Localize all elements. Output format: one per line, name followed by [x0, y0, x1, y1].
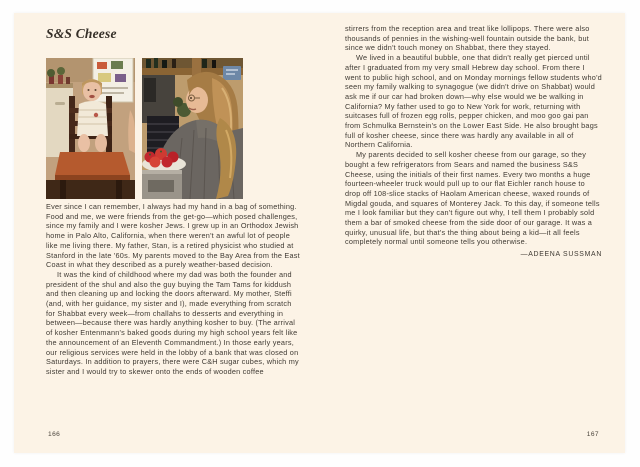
paragraph: Ever since I can remember, I always had my hand in a bag of something. Food and me, we were friends from the get-go—which posed challenges, since my family and I were kosher Jews. I grew up in an Orthodox Jewish home in Palo Alto, California, when there weren't an awful lot of people like me living there. My father, Stan, is a retired physicist who studied at Stanford in the late '60s. My parents moved to the Bay Area from the East Coast in what they described as a purely weather-based decision.: [46, 202, 300, 270]
photo-child-on-chair: [46, 58, 135, 199]
book-spread: [14, 13, 625, 453]
page-title: S&S Cheese: [46, 26, 117, 41]
author-attribution: —ADEENA SUSSMAN: [520, 251, 602, 259]
paragraph: stirrers from the reception area and treat like lollipops. There were also thousands of pennies in the wishing-well fountain outside the bank, but since we didn't touch money on Shabbat, there they stayed.: [345, 24, 590, 53]
right-page-body: [345, 24, 602, 260]
page-left: [14, 13, 320, 453]
page-right: [320, 13, 625, 453]
paragraph: It was the kind of childhood where my dad was both the founder and president of the shul and also the guy buying the Tam Tams for kiddush and then cleaning up and locking the doors afterward. My mother, Steffi (and, with her guidance, my sister and I), made everything from scratch for Shabbat every week—from challahs to desserts and everything in between—because there was hardly anything kosher to buy. (The arrival of kosher Entenmann's baked goods during my high school years felt like the announcement of an Eleventh Commandment.) In those early years, our religious services were held in the lobby of a bank that was closed on Saturdays. In addition to prayers, there were C&H sugar cubes, which my sister and I would try to skewer onto the ends of wooden coffee: [46, 269, 299, 376]
left-page-body: [46, 202, 300, 377]
paragraph: We lived in a beautiful bubble, one that didn't really get pierced until after I graduated from my very small Hebrew day school. From there I went to public high school, and on Monday mornings fellow students who'd seen my family walking to synagogue (we didn't drive on Shabbat) would ask me if our car had broken down—why else would we be walking in California? My father used to go to New York for work, returning with suitcases full of frozen egg rolls, pepper chicken, and moo goo gai pan from Schmulka Bernstein's on the Lower East Side. He also brought bags full of kosher cheese, since there was hardly any available in all of Northern California.: [345, 53, 602, 150]
paragraph: My parents decided to sell kosher cheese from our garage, so they bought a few refrigerators from Sears and named the business S&S Cheese, using the initials of their first names. Every two months a huge fourteen-wheeler truck would pull up to our flat Eichler ranch house to drop off 108-slice stacks of Haolam American cheese, waxed rounds of Migdal gouda, and squares of Monterey Jack. To this day, if someone tells me I look familiar but they can't figure out why, I tell them I probably sold them a bar of smoked cheese from the side door of our garage. It was a quirky, unusual life, but that's the thing about being a kid—it all feels completely normal until someone tells you otherwise.: [345, 150, 600, 247]
photo-row: [46, 58, 243, 199]
page-number-left: 166: [48, 431, 61, 438]
photo-woman-with-tomato-plate: [142, 58, 243, 199]
page-number-right: 167: [586, 431, 599, 438]
